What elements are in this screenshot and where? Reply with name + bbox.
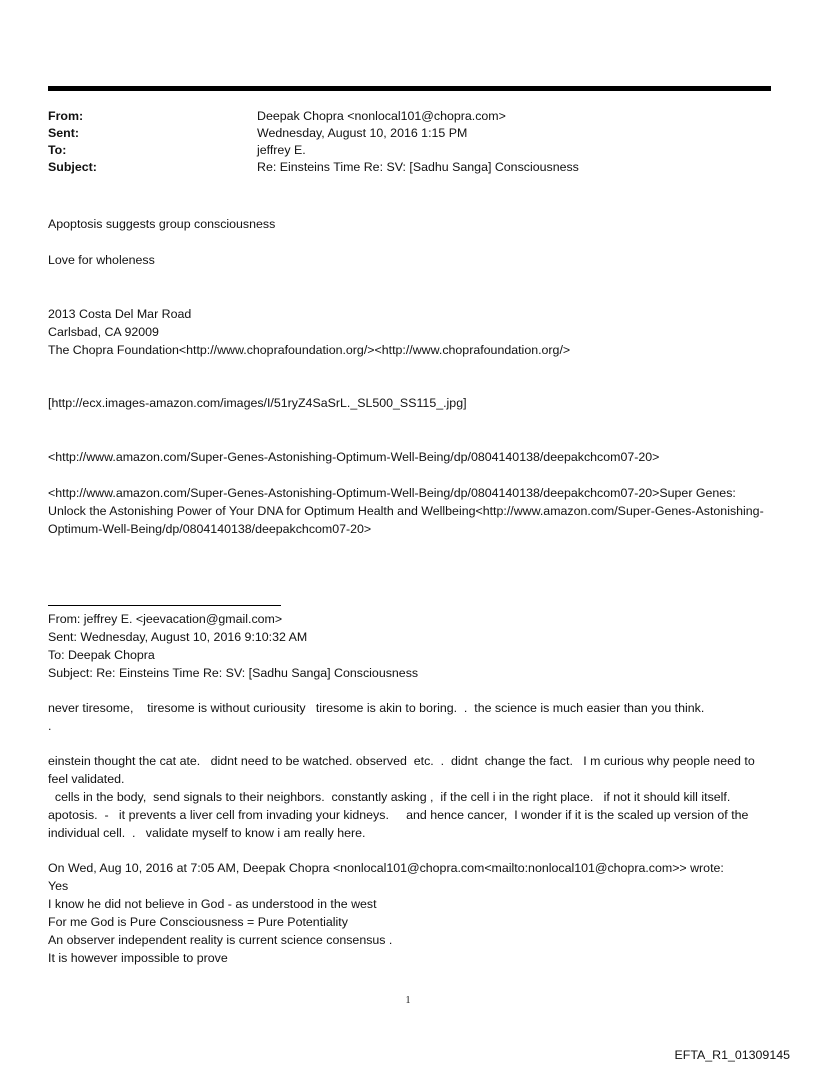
- quoted-header: From: jeffrey E. <jeevacation@gmail.com> Sent: Wednesday, August 10, 2016 9:10:32 AM To: Deepak Chopra Subject: Re: Einsteins Time Re: SV: [Sadhu Sanga] Consciousness: [48, 612, 419, 680]
- reply-paragraph-1: never tiresome, tiresome is without curiousity tiresome is akin to boring. . the science is much easier than you think. .: [48, 701, 705, 733]
- subject-label: Subject:: [48, 160, 97, 174]
- to-value: jeffrey E.: [257, 143, 306, 157]
- signature-address: 2013 Costa Del Mar Road Carlsbad, CA 92009 The Chopra Foundation<http://www.choprafoundation.org/><http://www.choprafoundation.org/>: [48, 307, 571, 357]
- header-to-row: [48, 142, 771, 159]
- reply-paragraph-2: einstein thought the cat ate. didnt need to be watched. observed etc. . didnt change the fact. I m curious why people need to feel validated. cells in the body, send signals to their neighbors. constantly asking , if the cell i in the right place. if not it should kill itself. apotosis. - it prevents a liver cell from invading your kidneys. and hence cancer, I wonder if it is the scaled up version of the individual cell. . validate myself to know i am really here.: [48, 754, 755, 840]
- body-line-apoptosis: Apoptosis suggests group consciousness: [48, 217, 276, 231]
- to-label: To:: [48, 143, 67, 157]
- sent-value: Wednesday, August 10, 2016 1:15 PM: [257, 126, 468, 140]
- amazon-link: <http://www.amazon.com/Super-Genes-Astonishing-Optimum-Well-Being/dp/0804140138/deepakchcom07-20>: [48, 450, 660, 464]
- page-number: 1: [405, 995, 411, 1006]
- header-subject-row: [48, 159, 771, 176]
- email-header: [48, 108, 771, 176]
- earlier-message: On Wed, Aug 10, 2016 at 7:05 AM, Deepak Chopra <nonlocal101@chopra.com<mailto:nonlocal101@chopra.com>> wrote: Yes I know he did not believe in God - as understood in the west For me God is Pure Consciousness = Pure Potentiality An observer independent reality is current science consensus . It is however impossible to prove: [48, 861, 724, 965]
- header-from-row: [48, 108, 771, 125]
- header-sent-row: [48, 125, 771, 142]
- subject-value: Re: Einsteins Time Re: SV: [Sadhu Sanga] Consciousness: [257, 160, 579, 174]
- image-link: [http://ecx.images-amazon.com/images/I/51ryZ4SaSrL._SL500_SS115_.jpg]: [48, 396, 467, 410]
- quote-separator: [48, 605, 281, 606]
- body-line-love: Love for wholeness: [48, 253, 155, 267]
- book-link: <http://www.amazon.com/Super-Genes-Astonishing-Optimum-Well-Being/dp/0804140138/deepakchcom07-20>Super Genes: Unlock the Astonishing Power of Your DNA for Optimum Health and Wellbeing<http://www.amazon.com/Super-Genes-Astonishing-Optimum-Well-Being/dp/0804140138/deepakchcom07-20>: [48, 486, 764, 536]
- from-label: From:: [48, 109, 84, 123]
- sent-label: Sent:: [48, 126, 79, 140]
- header-rule: [48, 86, 771, 91]
- document-id: EFTA_R1_01309145: [674, 1048, 790, 1062]
- from-value: Deepak Chopra <nonlocal101@chopra.com>: [257, 109, 506, 123]
